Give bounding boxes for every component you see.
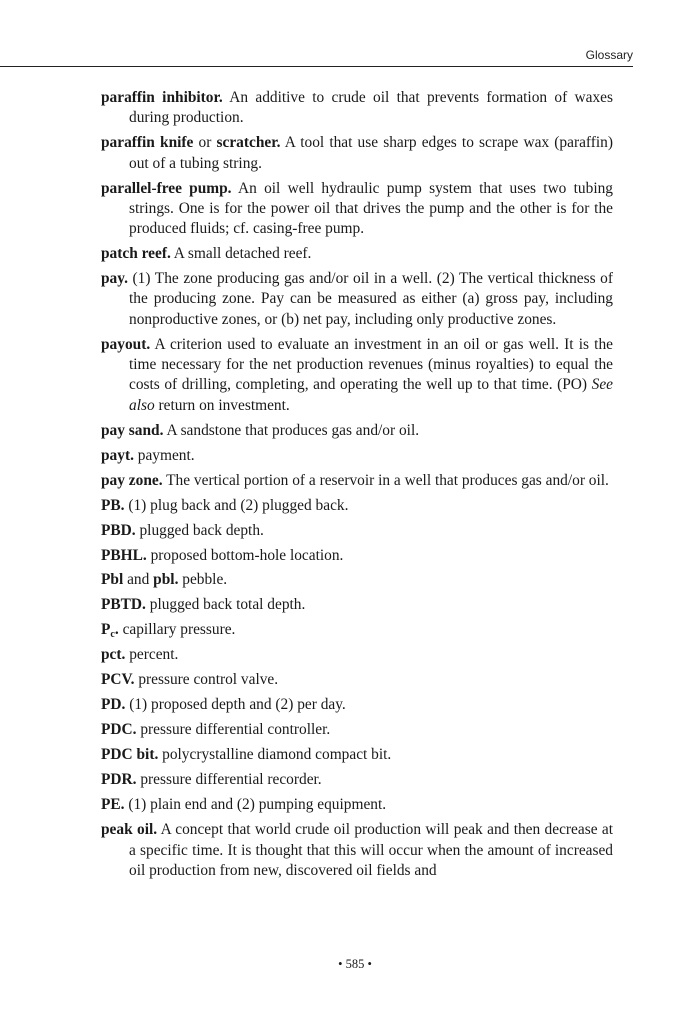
term: paraffin knife xyxy=(101,134,194,152)
glossary-entry xyxy=(101,471,613,491)
term: paraffin inhibitor. xyxy=(101,89,223,106)
term: PB. xyxy=(101,496,125,514)
term: PBD. xyxy=(101,521,136,539)
definition: A small detached reef. xyxy=(170,245,312,263)
definition: plugged back depth. xyxy=(135,521,264,539)
glossary-entry xyxy=(101,795,613,815)
term: PE. xyxy=(101,796,125,814)
glossary-entry xyxy=(101,645,613,665)
definition: payment. xyxy=(133,446,195,464)
definition: A sandstone that produces gas and/or oil. xyxy=(163,421,420,439)
term: PDR. xyxy=(101,771,137,789)
definition: capillary pressure. xyxy=(118,621,236,639)
see-also-label: See also xyxy=(129,376,613,414)
glossary-entry xyxy=(101,620,613,640)
term: PDC. xyxy=(101,721,137,739)
definition: plugged back total depth. xyxy=(145,596,306,614)
definition: A tool that use sharp edges to scrape wax (paraffin) out of a tubing string. xyxy=(129,134,613,172)
term: PDC bit. xyxy=(101,746,159,764)
section-label: Glossary xyxy=(585,48,633,62)
glossary-entry xyxy=(101,244,613,264)
term: parallel-free pump. xyxy=(101,179,232,197)
glossary-entry xyxy=(101,720,613,740)
term-alt: scratcher. xyxy=(216,134,281,152)
definition: An additive to crude oil that prevents formation of waxes during production. xyxy=(129,89,613,127)
glossary-entry xyxy=(101,496,613,516)
glossary-entry xyxy=(101,179,613,240)
definition: proposed bottom-hole location. xyxy=(146,546,344,564)
term: pay zone. xyxy=(101,471,163,489)
term-period: . xyxy=(114,621,119,639)
term: patch reef. xyxy=(101,245,171,263)
glossary-entry xyxy=(101,695,613,715)
definition: polycrystalline diamond compact bit. xyxy=(158,746,392,764)
term: pay. xyxy=(101,270,128,288)
term: PBTD. xyxy=(101,596,146,614)
glossary-entry xyxy=(101,88,613,129)
glossary-entry xyxy=(101,546,613,566)
glossary-entry xyxy=(101,269,613,330)
definition: A concept that world crude oil production will peak and then decrease at a specific time. It is thought that this will occur when the amount of increased oil production from new, discovered oil fields and xyxy=(129,821,613,879)
glossary-entry xyxy=(101,770,613,790)
definition: (1) plain end and (2) pumping equipment. xyxy=(124,796,387,814)
term: Pbl xyxy=(101,571,124,589)
page-number: • 585 • xyxy=(338,957,372,971)
term: payt. xyxy=(101,446,134,464)
definition: pressure control valve. xyxy=(134,671,279,689)
term: peak oil. xyxy=(101,821,158,839)
term: pay sand. xyxy=(101,421,164,439)
running-header xyxy=(0,48,633,67)
glossary-entry xyxy=(101,521,613,541)
definition: An oil well hydraulic pump system that uses two tubing strings. One is for the power oil that drives the pump and the other is for the produced fluids; cf. casing-free pump. xyxy=(129,179,613,238)
glossary-entry xyxy=(101,570,613,590)
term: P xyxy=(101,621,111,639)
glossary-entry xyxy=(101,745,613,765)
term: payout. xyxy=(101,335,151,353)
definition: pebble. xyxy=(178,571,228,589)
definition: The vertical portion of a reservoir in a well that produces gas and/or oil. xyxy=(162,471,609,489)
definition: (1) The zone producing gas and/or oil in a well. (2) The vertical thickness of the producing zone. Pay can be measured as either (a) gross pay, including nonproductive zones, or (b) net pay, including only productive zones. xyxy=(127,270,613,328)
term: PCV. xyxy=(101,671,135,689)
glossary-entry xyxy=(101,421,613,441)
glossary-entry xyxy=(101,595,613,615)
definition-tail: return on investment. xyxy=(154,396,290,414)
definition: (1) proposed depth and (2) per day. xyxy=(125,696,346,714)
term-joiner: or xyxy=(193,134,217,152)
glossary-entry xyxy=(101,133,613,174)
term: PBHL. xyxy=(101,546,147,564)
glossary-list xyxy=(101,88,613,886)
glossary-entry xyxy=(101,670,613,690)
definition: A criterion used to evaluate an investment in an oil or gas well. It is the time necessary for the net production revenues (minus royalties) to equal the costs of drilling, completing, and operating the well up to that time. (PO) xyxy=(129,335,613,394)
definition: (1) plug back and (2) plugged back. xyxy=(124,496,349,514)
term: pct. xyxy=(101,646,126,664)
term-subscript: c xyxy=(110,629,115,641)
definition: pressure differential controller. xyxy=(136,721,331,739)
term-alt: pbl. xyxy=(153,571,179,589)
term: PD. xyxy=(101,696,126,714)
term-joiner: and xyxy=(123,571,154,589)
definition: percent. xyxy=(125,646,179,664)
glossary-entry xyxy=(101,820,613,881)
glossary-entry xyxy=(101,335,613,416)
definition: pressure differential recorder. xyxy=(136,771,322,789)
glossary-entry xyxy=(101,446,613,466)
